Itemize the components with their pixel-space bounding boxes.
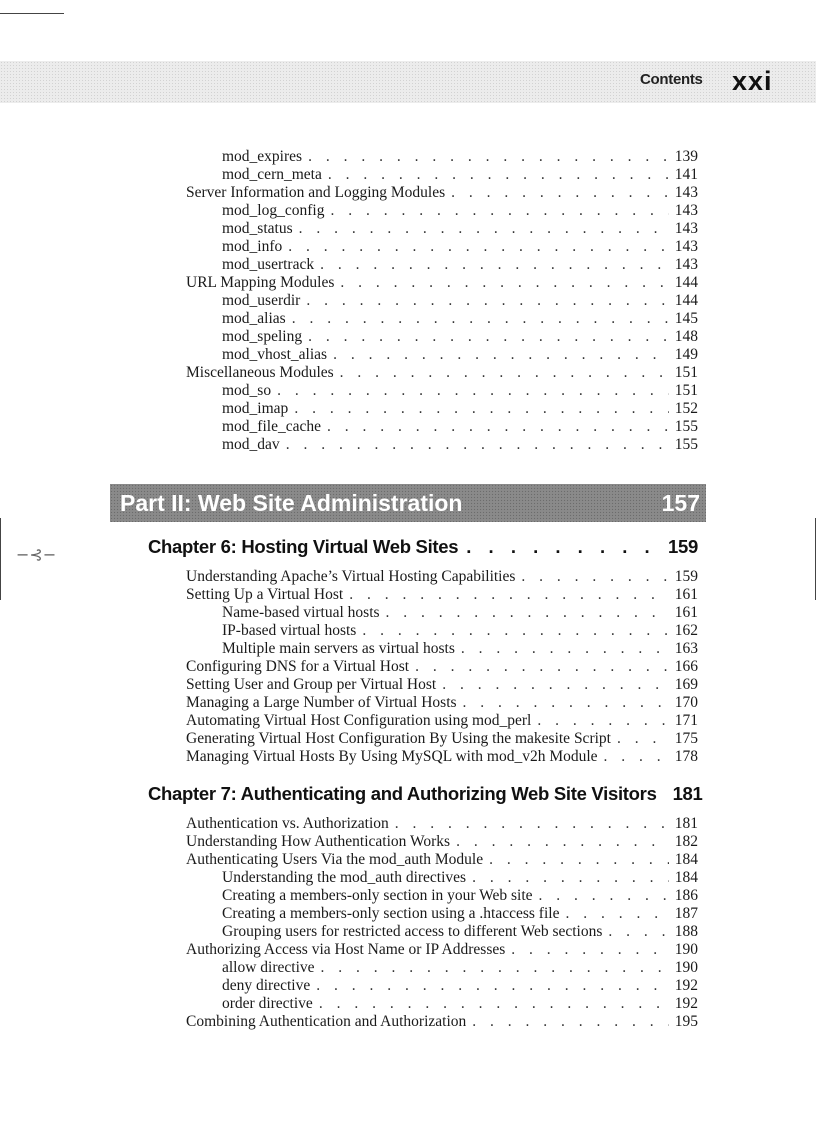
- toc-entry: [222, 400, 698, 418]
- toc-entry-title: mod_speling: [222, 328, 303, 345]
- toc-entry: [222, 604, 698, 622]
- dot-leader: [308, 148, 669, 166]
- toc-entry: [222, 905, 698, 923]
- toc-entry-page: 162: [674, 622, 698, 639]
- toc-entry-title: mod_alias: [222, 310, 286, 327]
- toc-entry-title: Setting Up a Virtual Host: [186, 586, 344, 603]
- toc-entry-page: 169: [674, 676, 698, 693]
- toc-entry-title: deny directive: [222, 977, 311, 994]
- toc-entry-page: 151: [674, 382, 698, 399]
- dot-leader: [294, 400, 668, 418]
- dot-leader: [333, 346, 669, 364]
- toc-entry-title: Multiple main servers as virtual hosts: [222, 640, 455, 657]
- toc-entry-title: Automating Virtual Host Configuration using mod_perl: [186, 712, 532, 729]
- toc-entry-page: 166: [674, 658, 698, 675]
- dot-leader: [565, 905, 668, 923]
- toc-entry: [222, 622, 698, 640]
- toc-entry-page: 192: [674, 995, 698, 1012]
- toc-entry: [186, 815, 698, 833]
- toc-entry: [222, 166, 698, 184]
- toc-entry-page: 143: [674, 238, 698, 255]
- dot-leader: [299, 220, 669, 238]
- toc-entry: [222, 959, 698, 977]
- toc-entry: [222, 292, 698, 310]
- toc-entry: [222, 995, 698, 1013]
- toc-entry-title: Configuring DNS for a Virtual Host: [186, 658, 410, 675]
- toc-entry-title: Understanding the mod_auth directives: [222, 869, 467, 886]
- toc-entry-title: mod_dav: [222, 436, 280, 453]
- dot-leader: [288, 238, 668, 256]
- dot-leader: [286, 436, 669, 454]
- toc-entry-page: 170: [674, 694, 698, 711]
- toc-entry: [186, 676, 698, 694]
- dot-leader: [539, 887, 669, 905]
- toc-entry-page: 187: [674, 905, 698, 922]
- toc-entry: [222, 977, 698, 995]
- dot-leader: [321, 959, 669, 977]
- dot-leader: [537, 712, 668, 730]
- dot-leader: [511, 941, 668, 959]
- dot-leader: [415, 658, 669, 676]
- dot-leader: [319, 995, 669, 1013]
- chapter-title: Chapter 6: Hosting Virtual Web Sites: [148, 536, 459, 557]
- toc-entry-page: 190: [674, 959, 698, 976]
- chapter-title: Chapter 7: Authenticating and Authorizing Web Site Visitors: [148, 783, 657, 804]
- toc-entry-title: Setting User and Group per Virtual Host: [186, 676, 437, 693]
- toc-entry-title: order directive: [222, 995, 313, 1012]
- toc-entry: [186, 274, 698, 292]
- dot-leader: [395, 815, 669, 833]
- toc-entry-page: 171: [674, 712, 698, 729]
- toc-entry-page: 175: [674, 730, 698, 747]
- toc-entry-page: 155: [674, 436, 698, 453]
- toc-entry-page: 195: [674, 1013, 698, 1030]
- toc-entry-title: mod_vhost_alias: [222, 346, 328, 363]
- dot-leader: [308, 328, 669, 346]
- running-header-label: Contents: [640, 71, 703, 88]
- toc-entry-page: 181: [674, 815, 698, 832]
- toc-entry-title: Grouping users for restricted access to different Web sections: [222, 923, 603, 940]
- toc-entry-page: 143: [674, 220, 698, 237]
- dot-leader: [330, 202, 668, 220]
- toc-entry-page: 155: [674, 418, 698, 435]
- toc-entry-page: 144: [674, 292, 698, 309]
- dot-leader: [442, 676, 669, 694]
- toc-entry-page: 163: [674, 640, 698, 657]
- toc-entry-title: mod_userdir: [222, 292, 301, 309]
- toc-entry-page: 161: [674, 586, 698, 603]
- toc-entry: [186, 941, 698, 959]
- toc-entry-title: mod_info: [222, 238, 283, 255]
- dot-leader: [466, 536, 660, 558]
- toc-entry-title: Authorizing Access via Host Name or IP Addresses: [186, 941, 506, 958]
- margin-rule-left: [0, 518, 1, 600]
- toc-entry: [222, 256, 698, 274]
- toc-entry-title: Generating Virtual Host Configuration By Using the makesite Script: [186, 730, 611, 747]
- part-title: Part II: Web Site Administration: [120, 489, 463, 516]
- toc-entry-title: Managing a Large Number of Virtual Hosts: [186, 694, 457, 711]
- toc-entry-page: 143: [674, 202, 698, 219]
- toc-entry-page: 141: [674, 166, 698, 183]
- toc-entry: [186, 364, 698, 382]
- toc-entry: [222, 202, 698, 220]
- dot-leader: [472, 869, 669, 887]
- folio-page-number: xxi: [732, 66, 773, 96]
- toc-entry: [222, 328, 698, 346]
- toc-entry-page: 184: [674, 851, 698, 868]
- toc-entry-title: Authentication vs. Authorization: [186, 815, 389, 832]
- toc-entry-title: URL Mapping Modules: [186, 274, 335, 291]
- toc-entry: [186, 833, 698, 851]
- dot-leader: [604, 748, 669, 766]
- chapter-page: 181: [672, 783, 703, 804]
- dot-leader: [456, 833, 669, 851]
- dot-leader: [340, 274, 668, 292]
- toc-entry-title: Managing Virtual Hosts By Using MySQL with mod_v2h Module: [186, 748, 598, 765]
- toc-entry: [222, 436, 698, 454]
- toc-entry-page: 149: [674, 346, 698, 363]
- toc-entry: [186, 586, 698, 604]
- dot-leader: [320, 256, 669, 274]
- toc-entry: [186, 184, 698, 202]
- toc-entry: [222, 148, 698, 166]
- toc-entry: [222, 310, 698, 328]
- dot-leader: [327, 418, 669, 436]
- toc-entry-title: Understanding How Authentication Works: [186, 833, 451, 850]
- toc-entry-page: 192: [674, 977, 698, 994]
- toc-entry-page: 186: [674, 887, 698, 904]
- dot-leader: [328, 166, 669, 184]
- toc-entry: [186, 730, 698, 748]
- toc-entry-title: Creating a members-only section in your Web site: [222, 887, 533, 904]
- toc-entry: [222, 640, 698, 658]
- toc-entry: [186, 568, 698, 586]
- dot-leader: [306, 292, 668, 310]
- toc-entry-title: Understanding Apache’s Virtual Hosting Capabilities: [186, 568, 516, 585]
- toc-entry: [222, 418, 698, 436]
- toc-entry-page: 152: [674, 400, 698, 417]
- chapter-heading: [148, 783, 703, 809]
- toc-entry-page: 148: [674, 328, 698, 345]
- toc-entry-page: 161: [674, 604, 698, 621]
- dot-leader: [316, 977, 669, 995]
- dot-leader: [362, 622, 668, 640]
- toc-entry: [222, 382, 698, 400]
- toc-entry: [222, 238, 698, 256]
- dot-leader: [608, 923, 668, 941]
- chapter-page: 159: [668, 536, 698, 557]
- dot-leader: [461, 640, 669, 658]
- toc-entry-page: 144: [674, 274, 698, 291]
- toc-entry: [186, 851, 698, 869]
- toc-entry: [222, 887, 698, 905]
- toc-entry: [222, 869, 698, 887]
- dot-leader: [521, 568, 668, 586]
- toc-entry-title: Server Information and Logging Modules: [186, 184, 446, 201]
- dot-leader: [349, 586, 669, 604]
- toc-entry-title: mod_usertrack: [222, 256, 315, 273]
- dot-leader: [277, 382, 669, 400]
- toc-entry-page: 159: [674, 568, 698, 585]
- toc-entry-title: mod_file_cache: [222, 418, 321, 435]
- dot-leader: [292, 310, 669, 328]
- toc-entry-title: Combining Authentication and Authorization: [186, 1013, 467, 1030]
- toc-entry-title: IP-based virtual hosts: [222, 622, 357, 639]
- toc-entry-title: mod_imap: [222, 400, 289, 417]
- toc-entry-title: mod_so: [222, 382, 272, 399]
- toc-entry-title: Miscellaneous Modules: [186, 364, 334, 381]
- part-page: 157: [661, 489, 700, 516]
- toc-entry: [186, 694, 698, 712]
- toc-entry-page: 182: [674, 833, 698, 850]
- toc-entry-title: mod_status: [222, 220, 293, 237]
- toc-entry-page: 178: [674, 748, 698, 765]
- dot-leader: [489, 851, 669, 869]
- toc-entry-title: mod_expires: [222, 148, 303, 165]
- toc-entry-page: 143: [674, 256, 698, 273]
- dot-leader: [386, 604, 669, 622]
- toc-entry: [186, 748, 698, 766]
- toc-entry: [222, 220, 698, 238]
- toc-entry-title: Authenticating Users Via the mod_auth Module: [186, 851, 484, 868]
- dot-leader: [451, 184, 669, 202]
- chapter-heading: [148, 536, 698, 562]
- toc-entry: [186, 658, 698, 676]
- toc-entry-title: Name-based virtual hosts: [222, 604, 380, 621]
- dot-leader: [463, 694, 669, 712]
- toc-entry-page: 184: [674, 869, 698, 886]
- top-rule: [0, 13, 64, 14]
- toc-entry-title: allow directive: [222, 959, 315, 976]
- dot-leader: [617, 730, 669, 748]
- toc-entry-page: 188: [674, 923, 698, 940]
- toc-entry-page: 139: [674, 148, 698, 165]
- toc-entry-title: Creating a members-only section using a .htaccess file: [222, 905, 560, 922]
- toc-entry-title: mod_cern_meta: [222, 166, 322, 183]
- dot-leader: [340, 364, 669, 382]
- part-banner: [110, 484, 706, 522]
- dot-leader: [472, 1013, 668, 1031]
- toc-entry-page: 145: [674, 310, 698, 327]
- crop-mark-icon: −⊰−: [16, 545, 57, 564]
- toc-entry: [222, 346, 698, 364]
- toc-entry-page: 151: [674, 364, 698, 381]
- toc-entry: [186, 1013, 698, 1031]
- toc-entry-page: 143: [674, 184, 698, 201]
- toc-entry: [186, 712, 698, 730]
- toc-entry-title: mod_log_config: [222, 202, 325, 219]
- toc-entry: [222, 923, 698, 941]
- toc-entry-page: 190: [674, 941, 698, 958]
